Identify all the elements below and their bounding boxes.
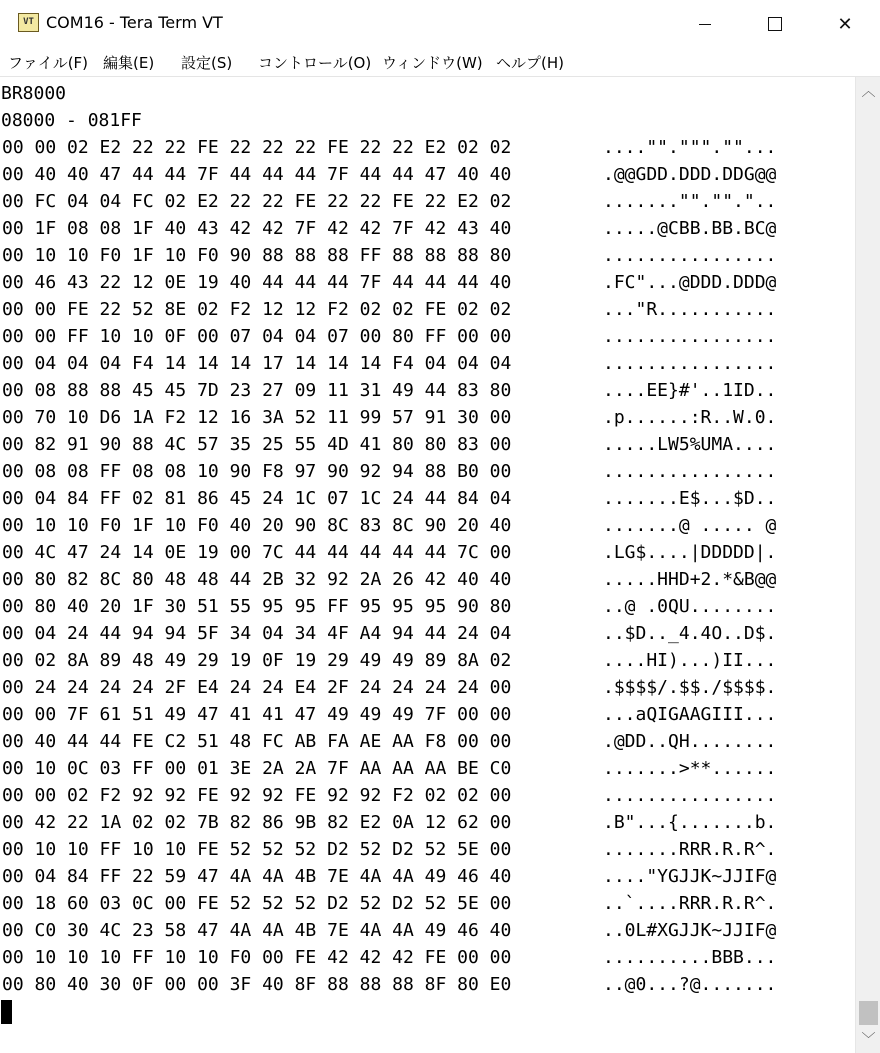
dump-row-ascii: .......@ ..... @ <box>603 515 777 536</box>
dump-row-hex: 00 80 82 8C 80 48 48 44 2B 32 92 2A 26 42 40 40 <box>2 569 512 590</box>
terminal-area[interactable] <box>0 77 855 1053</box>
dump-row-hex: 00 42 22 1A 02 02 7B 82 86 9B 82 E2 0A 12 62 00 <box>2 812 512 833</box>
dump-row-hex: 00 70 10 D6 1A F2 12 16 3A 52 11 99 57 91 30 00 <box>2 407 512 428</box>
close-button[interactable] <box>810 0 880 48</box>
menu-window[interactable]: ウィンドウ(W) <box>382 54 483 72</box>
dump-row-hex: 00 46 43 22 12 0E 19 40 44 44 44 7F 44 44 44 40 <box>2 272 512 293</box>
dump-row <box>1 161 851 188</box>
dump-row-hex: 00 4C 47 24 14 0E 19 00 7C 44 44 44 44 44 7C 00 <box>2 542 512 563</box>
dump-row-ascii: .@DD..QH........ <box>603 731 777 752</box>
minimize-button[interactable] <box>670 0 740 48</box>
dump-row-ascii: ...."YGJJK~JJIF@ <box>603 866 777 887</box>
dump-row-hex: 00 04 04 04 F4 14 14 14 17 14 14 14 F4 04 04 04 <box>2 353 512 374</box>
scroll-down-icon[interactable]: ﹀ <box>861 1032 876 1048</box>
dump-row <box>1 458 851 485</box>
dump-row-ascii: .LG$....|DDDDD|. <box>603 542 777 563</box>
scroll-up-icon[interactable]: ︿ <box>861 84 876 100</box>
dump-row-ascii: .....HHD+2.*&B@@ <box>603 569 777 590</box>
menu-bar <box>0 48 880 77</box>
dump-row <box>1 863 851 890</box>
dump-row-ascii: ..`....RRR.R.R^. <box>603 893 777 914</box>
dump-row <box>1 323 851 350</box>
dump-row-ascii: .B"...{.......b. <box>603 812 777 833</box>
dump-row <box>1 674 851 701</box>
dump-row <box>1 377 851 404</box>
dump-row <box>1 782 851 809</box>
dump-row <box>1 134 851 161</box>
dump-row-hex: 00 10 10 F0 1F 10 F0 90 88 88 88 FF 88 88 88 80 <box>2 245 512 266</box>
dump-row-ascii: ...aQIGAAGIII... <box>603 704 777 725</box>
dump-row-ascii: .@@GDD.DDD.DDG@@ <box>603 164 777 185</box>
dump-row <box>1 944 851 971</box>
dump-row-ascii: .....@CBB.BB.BC@ <box>603 218 777 239</box>
dump-row <box>1 485 851 512</box>
dump-row-hex: 00 10 10 FF 10 10 FE 52 52 52 D2 52 D2 52 5E 00 <box>2 839 512 860</box>
dump-row-hex: 00 10 0C 03 FF 00 01 3E 2A 2A 7F AA AA AA BE C0 <box>2 758 512 779</box>
title-bar[interactable] <box>0 0 880 48</box>
close-icon: ✕ <box>837 13 853 35</box>
dump-row-ascii: ...."".""".""... <box>603 137 777 158</box>
dump-row-hex: 00 04 24 44 94 94 5F 34 04 34 4F A4 94 44 24 04 <box>2 623 512 644</box>
dump-row <box>1 188 851 215</box>
scrollbar-thumb[interactable] <box>859 1001 878 1025</box>
menu-help[interactable]: ヘルプ(H) <box>496 54 564 72</box>
dump-row-hex: 00 40 40 47 44 44 7F 44 44 44 7F 44 44 47 40 40 <box>2 164 512 185</box>
dump-row-hex: 00 80 40 20 1F 30 51 55 95 95 FF 95 95 95 90 80 <box>2 596 512 617</box>
dump-row-hex: 00 10 10 10 FF 10 10 F0 00 FE 42 42 42 FE 00 00 <box>2 947 512 968</box>
menu-control[interactable]: コントロール(O) <box>258 54 372 72</box>
dump-row <box>1 620 851 647</box>
dump-row <box>1 269 851 296</box>
dump-row <box>1 728 851 755</box>
dump-row-hex: 00 C0 30 4C 23 58 47 4A 4A 4B 7E 4A 4A 49 46 40 <box>2 920 512 941</box>
dump-row-hex: 00 82 91 90 88 4C 57 35 25 55 4D 41 80 80 83 00 <box>2 434 512 455</box>
window-title: COM16 - Tera Term VT <box>46 13 223 32</box>
dump-row <box>1 350 851 377</box>
dump-row-ascii: .......RRR.R.R^. <box>603 839 777 860</box>
dump-row <box>1 809 851 836</box>
dump-row-hex: 00 08 88 88 45 45 7D 23 27 09 11 31 49 44 83 80 <box>2 380 512 401</box>
dump-row-hex: 00 00 7F 61 51 49 47 41 41 47 49 49 49 7F 00 00 <box>2 704 512 725</box>
dump-row-hex: 00 18 60 03 0C 00 FE 52 52 52 D2 52 D2 52 5E 00 <box>2 893 512 914</box>
dump-row-ascii: .$$$$/.$$./$$$$. <box>603 677 777 698</box>
dump-row-hex: 00 00 02 E2 22 22 FE 22 22 22 FE 22 22 E2 02 02 <box>2 137 512 158</box>
dump-row-ascii: .......>**...... <box>603 758 777 779</box>
maximize-button[interactable] <box>740 0 810 48</box>
dump-row-hex: 00 04 84 FF 22 59 47 4A 4A 4B 7E 4A 4A 49 46 40 <box>2 866 512 887</box>
dump-row <box>1 566 851 593</box>
dump-row-ascii: ....HI)...)II... <box>603 650 777 671</box>
dump-row-ascii: ..."R........... <box>603 299 777 320</box>
dump-row <box>1 431 851 458</box>
dump-row <box>1 512 851 539</box>
dump-row <box>1 917 851 944</box>
dump-row-hex: 00 FC 04 04 FC 02 E2 22 22 FE 22 22 FE 22 E2 02 <box>2 191 512 212</box>
dump-row-ascii: ..$D.._4.4O..D$. <box>603 623 777 644</box>
dump-row-ascii: .p......:R..W.0. <box>603 407 777 428</box>
menu-edit[interactable]: 編集(E) <box>103 54 155 72</box>
terminal-command-line: BR8000 <box>1 83 67 104</box>
text-cursor <box>1 1000 12 1024</box>
dump-row-hex: 00 04 84 FF 02 81 86 45 24 1C 07 1C 24 44 84 04 <box>2 488 512 509</box>
dump-row-ascii: .......E$...$D.. <box>603 488 777 509</box>
dump-row-hex: 00 00 02 F2 92 92 FE 92 92 FE 92 92 F2 02 02 00 <box>2 785 512 806</box>
dump-row <box>1 647 851 674</box>
dump-row <box>1 836 851 863</box>
dump-row-ascii: ................ <box>603 245 777 266</box>
dump-row-hex: 00 02 8A 89 48 49 29 19 0F 19 29 49 49 89 8A 02 <box>2 650 512 671</box>
dump-row-ascii: .FC"...@DDD.DDD@ <box>603 272 777 293</box>
dump-row-ascii: ..........BBB... <box>603 947 777 968</box>
dump-row-ascii: ................ <box>603 353 777 374</box>
maximize-icon <box>768 17 782 31</box>
dump-row <box>1 215 851 242</box>
dump-row <box>1 539 851 566</box>
dump-row <box>1 701 851 728</box>
terminal-range-line: 08000 - 081FF <box>1 110 142 131</box>
dump-row-ascii: ................ <box>603 785 777 806</box>
minimize-icon <box>699 24 711 25</box>
menu-setup[interactable]: 設定(S) <box>181 54 233 72</box>
dump-row <box>1 890 851 917</box>
dump-row-ascii: ..@ .0QU........ <box>603 596 777 617</box>
menu-file[interactable]: ファイル(F) <box>8 54 89 72</box>
dump-row-ascii: .......""."".".. <box>603 191 777 212</box>
dump-row-ascii: ................ <box>603 326 777 347</box>
dump-row-hex: 00 00 FE 22 52 8E 02 F2 12 12 F2 02 02 FE 02 02 <box>2 299 512 320</box>
dump-row <box>1 971 851 998</box>
dump-row-ascii: ..0L#XGJJK~JJIF@ <box>603 920 777 941</box>
vertical-scrollbar[interactable] <box>855 77 880 1053</box>
dump-row <box>1 755 851 782</box>
dump-row <box>1 296 851 323</box>
dump-row-ascii: ....EE}#'..1ID.. <box>603 380 777 401</box>
dump-row-ascii: .....LW5%UMA.... <box>603 434 777 455</box>
dump-row <box>1 593 851 620</box>
dump-row-hex: 00 1F 08 08 1F 40 43 42 42 7F 42 42 7F 42 43 40 <box>2 218 512 239</box>
dump-row-hex: 00 80 40 30 0F 00 00 3F 40 8F 88 88 88 8F 80 E0 <box>2 974 512 995</box>
dump-row-hex: 00 00 FF 10 10 0F 00 07 04 04 07 00 80 FF 00 00 <box>2 326 512 347</box>
dump-row-hex: 00 10 10 F0 1F 10 F0 40 20 90 8C 83 8C 90 20 40 <box>2 515 512 536</box>
dump-row-ascii: ................ <box>603 461 777 482</box>
dump-row <box>1 404 851 431</box>
dump-row-ascii: ..@0...?@....... <box>603 974 777 995</box>
dump-row-hex: 00 40 44 44 FE C2 51 48 FC AB FA AE AA F8 00 00 <box>2 731 512 752</box>
dump-row-hex: 00 08 08 FF 08 08 10 90 F8 97 90 92 94 88 B0 00 <box>2 461 512 482</box>
dump-row <box>1 242 851 269</box>
teraterm-icon: VT <box>18 13 39 32</box>
dump-row-hex: 00 24 24 24 24 2F E4 24 24 E4 2F 24 24 24 24 00 <box>2 677 512 698</box>
